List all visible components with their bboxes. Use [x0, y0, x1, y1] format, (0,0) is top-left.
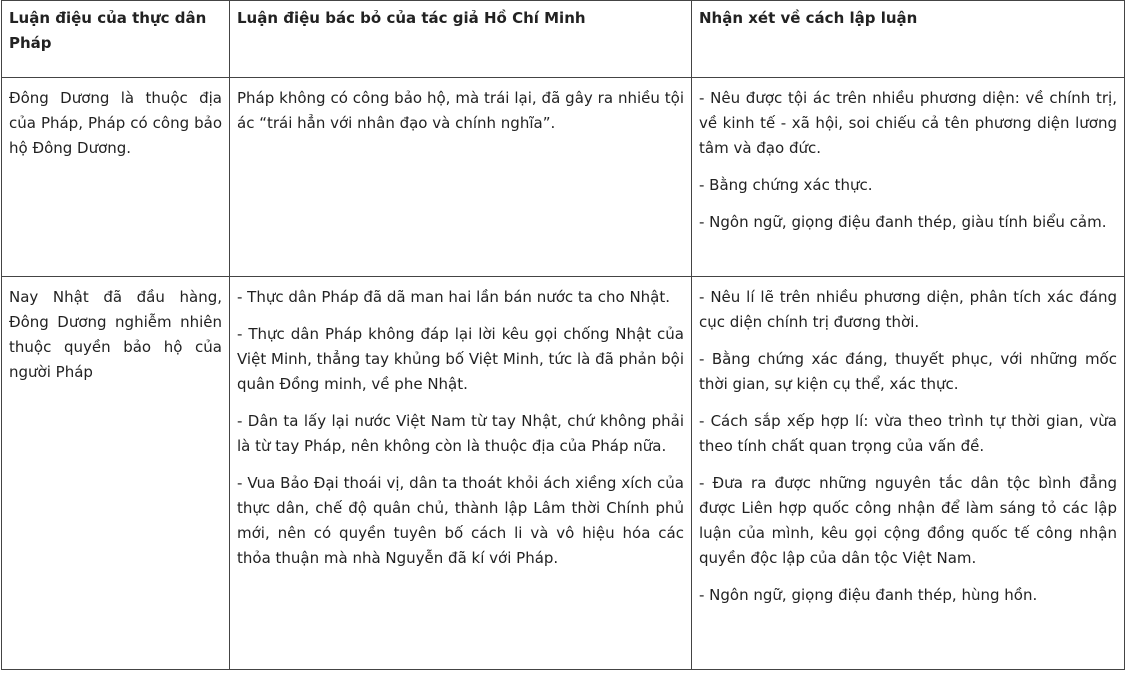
- rebuttal-item: - Dân ta lấy lại nước Việt Nam từ tay Nhật, chứ không phải là từ tay Pháp, nên không còn là thuộc địa của Pháp nữa.: [237, 412, 684, 455]
- comment-item: - Ngôn ngữ, giọng điệu đanh thép, giàu tính biểu cảm.: [699, 213, 1107, 231]
- table-row: [2, 78, 1125, 277]
- comment-cell: [692, 78, 1125, 277]
- claim-cell: [2, 277, 230, 670]
- rebuttal-cell: [230, 277, 692, 670]
- comment-cell: [692, 277, 1125, 670]
- comment-item: - Bằng chứng xác đáng, thuyết phục, với những mốc thời gian, sự kiện cụ thể, xác thực.: [699, 350, 1117, 393]
- rebuttal-item: - Thực dân Pháp không đáp lại lời kêu gọi chống Nhật của Việt Minh, thẳng tay khủng bố Việt Minh, tức là đã phản bội quân Đồng minh, về phe Nhật.: [237, 325, 684, 393]
- claim-cell: [2, 78, 230, 277]
- header-colonial-claim: Luận điệu của thực dân Pháp: [2, 1, 230, 78]
- rebuttal-item: - Thực dân Pháp đã dã man hai lần bán nước ta cho Nhật.: [237, 288, 671, 306]
- claim-text: Đông Dương là thuộc địa của Pháp, Pháp có công bảo hộ Đông Dương.: [9, 89, 222, 157]
- comment-item: - Ngôn ngữ, giọng điệu đanh thép, hùng hồn.: [699, 586, 1038, 604]
- rebuttal-item: - Vua Bảo Đại thoái vị, dân ta thoát khỏi ách xiềng xích của thực dân, chế độ quân chủ, thành lập Lâm thời Chính phủ mới, nên có quyền tuyên bố cách li và vô hiệu hóa các thỏa thuận mà nhà Nguyễn đã kí với Pháp.: [237, 474, 684, 567]
- argument-analysis-table: [1, 0, 1125, 670]
- claim-text: Nay Nhật đã đầu hàng, Đông Dương nghiễm nhiên thuộc quyền bảo hộ của người Pháp: [9, 288, 222, 381]
- table-header-row: [2, 1, 1125, 78]
- comment-item: - Nêu được tội ác trên nhiều phương diện: về chính trị, về kinh tế - xã hội, soi chiếu cả tên phương diện lương tâm và đạo đức.: [699, 89, 1117, 157]
- comment-item: - Cách sắp xếp hợp lí: vừa theo trình tự thời gian, vừa theo tính chất quan trọng của vấn đề.: [699, 412, 1117, 455]
- rebuttal-item: Pháp không có công bảo hộ, mà trái lại, đã gây ra nhiều tội ác “trái hẳn với nhân đạo và chính nghĩa”.: [237, 89, 684, 132]
- header-author-rebuttal: Luận điệu bác bỏ của tác giả Hồ Chí Minh: [230, 1, 692, 78]
- header-argument-comment: Nhận xét về cách lập luận: [692, 1, 1125, 78]
- table-row: [2, 277, 1125, 670]
- comment-item: - Nêu lí lẽ trên nhiều phương diện, phân tích xác đáng cục diện chính trị đương thời.: [699, 288, 1117, 331]
- comment-item: - Bằng chứng xác thực.: [699, 176, 873, 194]
- comment-item: - Đưa ra được những nguyên tắc dân tộc bình đẳng được Liên hợp quốc công nhận để làm sáng tỏ các lập luận của mình, kêu gọi cộng đồng quốc tế công nhận quyền độc lập của dân tộc Việt Nam.: [699, 474, 1117, 567]
- rebuttal-cell: [230, 78, 692, 277]
